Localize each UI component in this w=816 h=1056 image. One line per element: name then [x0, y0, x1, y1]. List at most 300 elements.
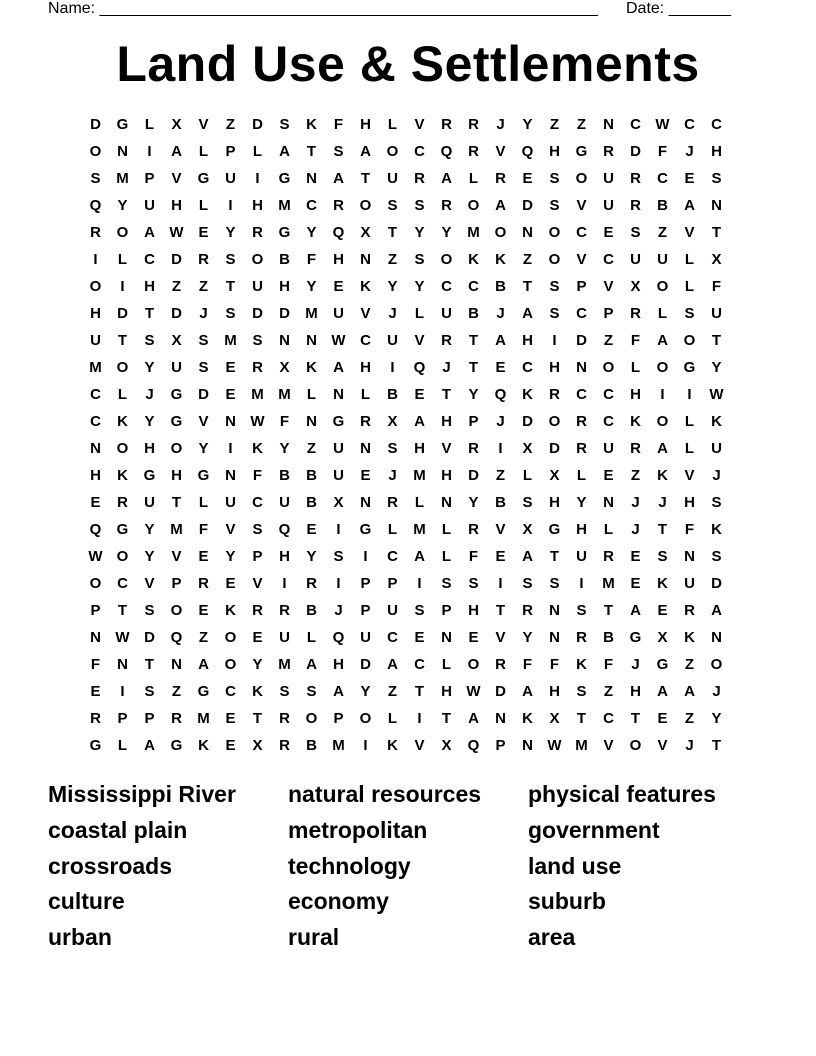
grid-letter: Z — [522, 251, 533, 268]
grid-letter: U — [90, 332, 101, 349]
grid-letter: K — [495, 251, 506, 268]
grid-letter: L — [684, 278, 695, 295]
grid-letter: Z — [387, 683, 398, 700]
grid-letter: V — [360, 305, 371, 322]
grid-letter: I — [390, 359, 395, 376]
grid-letter: P — [441, 602, 452, 619]
grid-letter: L — [441, 521, 452, 538]
grid-letter: E — [225, 386, 236, 403]
grid-letter: B — [306, 602, 317, 619]
grid-letter: C — [711, 116, 722, 133]
grid-letter: G — [197, 170, 210, 187]
grid-letter: H — [279, 548, 290, 565]
grid-letter: U — [387, 332, 398, 349]
grid-letter: Y — [711, 359, 722, 376]
grid-letter: V — [576, 197, 587, 214]
grid-letter: S — [333, 143, 344, 160]
grid-letter: N — [306, 170, 317, 187]
grid-letter: I — [363, 737, 368, 754]
grid-letter: H — [90, 467, 101, 484]
grid-letter: L — [441, 656, 452, 673]
grid-letter: J — [442, 359, 451, 376]
grid-letter: V — [225, 521, 236, 538]
grid-letter: Z — [657, 224, 668, 241]
grid-letter: R — [387, 494, 398, 511]
grid-letter: S — [684, 305, 695, 322]
grid-letter: R — [441, 116, 452, 133]
grid-letter: R — [441, 197, 452, 214]
grid-letter: A — [144, 737, 155, 754]
grid-letter: O — [224, 629, 237, 646]
grid-letter: N — [603, 116, 614, 133]
word-bank-item: metropolitan — [288, 816, 428, 843]
grid-letter: M — [413, 521, 426, 538]
grid-letter: U — [279, 629, 290, 646]
grid-letter: Y — [144, 413, 155, 430]
grid-letter: F — [198, 521, 209, 538]
grid-letter: F — [90, 656, 101, 673]
grid-letter: K — [522, 710, 533, 727]
grid-letter: T — [630, 710, 641, 727]
grid-letter: E — [198, 224, 209, 241]
grid-letter: O — [494, 224, 507, 241]
grid-letter: E — [198, 548, 209, 565]
grid-letter: E — [522, 170, 533, 187]
grid-letter: S — [414, 197, 425, 214]
letter-grid — [82, 111, 730, 759]
grid-letter: H — [144, 440, 155, 457]
grid-letter: A — [684, 683, 695, 700]
grid-letter: P — [252, 548, 263, 565]
grid-letter: W — [88, 548, 103, 565]
grid-letter: P — [144, 170, 155, 187]
grid-letter: S — [144, 602, 155, 619]
grid-letter: U — [711, 305, 722, 322]
grid-letter: N — [495, 710, 506, 727]
grid-letter: G — [116, 521, 129, 538]
grid-letter: G — [197, 467, 210, 484]
grid-letter: G — [143, 467, 156, 484]
grid-letter: M — [89, 359, 102, 376]
grid-letter: Q — [332, 629, 345, 646]
grid-letter: S — [549, 278, 560, 295]
grid-letter: E — [225, 737, 236, 754]
grid-letter: O — [89, 575, 102, 592]
grid-letter: A — [522, 305, 533, 322]
grid-letter: I — [363, 548, 368, 565]
grid-letter: K — [225, 602, 236, 619]
grid-letter: E — [90, 494, 101, 511]
grid-letter: N — [306, 332, 317, 349]
grid-letter: R — [198, 251, 209, 268]
grid-letter: E — [657, 602, 668, 619]
grid-letter: K — [198, 737, 209, 754]
grid-letter: K — [252, 440, 263, 457]
grid-letter: M — [332, 737, 345, 754]
grid-letter: C — [603, 710, 614, 727]
grid-letter: E — [630, 575, 641, 592]
grid-letter: S — [576, 602, 587, 619]
grid-letter: T — [414, 683, 425, 700]
grid-letter: O — [359, 197, 372, 214]
grid-letter: A — [333, 170, 344, 187]
grid-letter: S — [225, 251, 236, 268]
grid-letter: H — [684, 494, 695, 511]
grid-letter: G — [548, 521, 561, 538]
grid-letter: Q — [332, 224, 345, 241]
grid-letter: O — [116, 548, 129, 565]
grid-letter: D — [171, 305, 182, 322]
grid-letter: F — [333, 116, 344, 133]
grid-letter: U — [225, 170, 236, 187]
grid-letter: X — [522, 521, 533, 538]
grid-letter: S — [198, 332, 209, 349]
grid-letter: O — [683, 332, 696, 349]
grid-letter: K — [387, 737, 398, 754]
grid-letter: L — [387, 116, 398, 133]
grid-letter: H — [90, 305, 101, 322]
grid-letter: Y — [522, 629, 533, 646]
grid-letter: B — [495, 278, 506, 295]
grid-letter: X — [657, 629, 668, 646]
grid-letter: Q — [413, 359, 426, 376]
grid-letter: H — [630, 386, 641, 403]
grid-letter: N — [333, 386, 344, 403]
grid-letter: Q — [170, 629, 183, 646]
grid-letter: N — [684, 548, 695, 565]
grid-letter: I — [336, 575, 341, 592]
grid-letter: J — [496, 116, 505, 133]
grid-letter: P — [90, 602, 101, 619]
grid-letter: R — [414, 170, 425, 187]
grid-letter: Y — [306, 278, 317, 295]
grid-letter: N — [441, 494, 452, 511]
grid-letter: L — [117, 737, 128, 754]
grid-letter: X — [333, 494, 344, 511]
grid-letter: C — [603, 413, 614, 430]
page-title: Land Use & Settlements — [116, 36, 700, 92]
grid-letter: C — [603, 251, 614, 268]
grid-letter: S — [711, 170, 722, 187]
grid-letter: R — [549, 386, 560, 403]
grid-letter: W — [655, 116, 670, 133]
grid-letter: O — [656, 359, 669, 376]
grid-letter: F — [252, 467, 263, 484]
grid-letter: A — [387, 656, 398, 673]
grid-letter: D — [495, 683, 506, 700]
grid-letter: S — [333, 548, 344, 565]
grid-letter: D — [549, 440, 560, 457]
grid-letter: O — [467, 656, 480, 673]
grid-letter: V — [603, 737, 614, 754]
grid-letter: E — [333, 278, 344, 295]
grid-letter: P — [333, 710, 344, 727]
grid-letter: O — [359, 710, 372, 727]
grid-letter: S — [198, 359, 209, 376]
grid-letter: N — [306, 413, 317, 430]
grid-letter: T — [657, 521, 668, 538]
grid-letter: W — [115, 629, 130, 646]
grid-letter: V — [684, 224, 695, 241]
grid-letter: Y — [441, 224, 452, 241]
grid-letter: R — [441, 332, 452, 349]
grid-letter: U — [333, 467, 344, 484]
grid-letter: R — [252, 359, 263, 376]
grid-letter: N — [117, 656, 128, 673]
grid-letter: C — [225, 683, 236, 700]
grid-letter: S — [279, 683, 290, 700]
grid-letter: N — [360, 251, 371, 268]
word-bank-item: coastal plain — [48, 816, 188, 843]
grid-letter: S — [225, 305, 236, 322]
word-bank-item: suburb — [528, 888, 606, 915]
grid-letter: R — [90, 710, 101, 727]
grid-letter: O — [116, 359, 129, 376]
grid-letter: K — [657, 467, 668, 484]
grid-letter: Y — [711, 710, 722, 727]
grid-letter: Y — [306, 224, 317, 241]
grid-letter: T — [711, 224, 722, 241]
grid-letter: A — [360, 143, 371, 160]
grid-letter: U — [657, 251, 668, 268]
grid-letter: Y — [468, 494, 479, 511]
grid-letter: E — [657, 710, 668, 727]
grid-letter: P — [603, 305, 614, 322]
grid-letter: M — [278, 386, 291, 403]
grid-letter: H — [522, 332, 533, 349]
grid-letter: V — [576, 251, 587, 268]
grid-letter: O — [170, 440, 183, 457]
grid-letter: J — [685, 143, 694, 160]
grid-letter: T — [306, 143, 317, 160]
grid-letter: T — [441, 386, 452, 403]
grid-letter: F — [306, 251, 317, 268]
grid-letter: L — [252, 143, 263, 160]
grid-letter: R — [306, 575, 317, 592]
grid-letter: I — [255, 170, 260, 187]
grid-letter: B — [306, 467, 317, 484]
grid-letter: O — [656, 278, 669, 295]
grid-letter: O — [467, 197, 480, 214]
grid-letter: H — [333, 656, 344, 673]
grid-letter: A — [522, 683, 533, 700]
grid-letter: D — [117, 305, 128, 322]
grid-letter: G — [683, 359, 696, 376]
grid-letter: Y — [414, 224, 425, 241]
grid-letter: L — [198, 143, 209, 160]
grid-letter: T — [603, 602, 614, 619]
word-bank-item: rural — [288, 924, 340, 951]
grid-letter: S — [549, 197, 560, 214]
grid-letter: A — [414, 413, 425, 430]
grid-letter: Q — [89, 197, 102, 214]
grid-letter: V — [252, 575, 263, 592]
grid-letter: Y — [225, 224, 236, 241]
grid-letter: C — [252, 494, 263, 511]
grid-letter: Y — [144, 359, 155, 376]
grid-letter: Y — [387, 278, 398, 295]
grid-letter: C — [306, 197, 317, 214]
grid-letter: P — [225, 143, 236, 160]
grid-letter: P — [468, 413, 479, 430]
grid-letter: E — [252, 629, 263, 646]
grid-letter: R — [171, 710, 182, 727]
grid-letter: B — [279, 467, 290, 484]
grid-letter: C — [90, 413, 101, 430]
grid-letter: A — [657, 440, 668, 457]
grid-letter: O — [440, 251, 453, 268]
grid-letter: U — [603, 440, 614, 457]
grid-letter: G — [575, 143, 588, 160]
grid-letter: Y — [306, 548, 317, 565]
grid-letter: Y — [522, 116, 533, 133]
grid-letter: O — [710, 656, 723, 673]
grid-letter: H — [360, 116, 371, 133]
grid-letter: T — [441, 710, 452, 727]
grid-letter: L — [441, 548, 452, 565]
grid-letter: M — [224, 332, 237, 349]
grid-letter: Q — [89, 521, 102, 538]
grid-letter: S — [549, 575, 560, 592]
grid-letter: E — [495, 359, 506, 376]
grid-letter: R — [468, 440, 479, 457]
grid-letter: F — [684, 521, 695, 538]
grid-letter: A — [684, 197, 695, 214]
grid-letter: F — [279, 413, 290, 430]
grid-letter: T — [360, 170, 371, 187]
grid-letter: V — [414, 116, 425, 133]
grid-letter: R — [360, 413, 371, 430]
grid-letter: M — [278, 656, 291, 673]
grid-letter: S — [711, 548, 722, 565]
grid-letter: D — [360, 656, 371, 673]
grid-letter: S — [468, 575, 479, 592]
grid-letter: T — [576, 710, 587, 727]
grid-letter: Y — [360, 683, 371, 700]
grid-letter: Q — [440, 143, 453, 160]
grid-letter: C — [144, 251, 155, 268]
grid-letter: I — [417, 575, 422, 592]
grid-letter: H — [414, 440, 425, 457]
grid-letter: L — [117, 386, 128, 403]
grid-letter: L — [387, 521, 398, 538]
grid-letter: A — [306, 656, 317, 673]
grid-letter: H — [333, 251, 344, 268]
grid-letter: J — [199, 305, 208, 322]
word-bank-item: technology — [288, 852, 411, 879]
grid-letter: N — [360, 440, 371, 457]
grid-letter: T — [495, 602, 506, 619]
grid-letter: C — [468, 278, 479, 295]
grid-letter: N — [171, 656, 182, 673]
grid-letter: D — [252, 305, 263, 322]
grid-letter: L — [144, 116, 155, 133]
grid-letter: T — [171, 494, 182, 511]
grid-letter: A — [711, 602, 722, 619]
grid-letter: A — [279, 143, 290, 160]
grid-letter: O — [224, 656, 237, 673]
word-bank-item: urban — [48, 924, 112, 951]
grid-letter: R — [117, 494, 128, 511]
grid-letter: H — [549, 359, 560, 376]
grid-letter: H — [171, 467, 182, 484]
grid-letter: L — [414, 305, 425, 322]
grid-letter: M — [575, 737, 588, 754]
grid-letter: D — [144, 629, 155, 646]
grid-letter: Z — [684, 656, 695, 673]
grid-letter: E — [630, 548, 641, 565]
grid-letter: S — [549, 170, 560, 187]
grid-letter: H — [171, 197, 182, 214]
grid-letter: U — [225, 494, 236, 511]
grid-letter: V — [414, 737, 425, 754]
grid-letter: G — [89, 737, 102, 754]
grid-letter: V — [684, 467, 695, 484]
grid-letter: S — [657, 548, 668, 565]
grid-letter: O — [548, 224, 561, 241]
grid-letter: D — [576, 332, 587, 349]
grid-letter: O — [251, 251, 264, 268]
grid-letter: W — [331, 332, 346, 349]
grid-letter: V — [198, 116, 209, 133]
grid-letter: T — [468, 359, 479, 376]
grid-letter: O — [548, 251, 561, 268]
grid-letter: A — [495, 197, 506, 214]
grid-letter: W — [466, 683, 481, 700]
grid-letter: V — [171, 548, 182, 565]
grid-letter: E — [360, 467, 371, 484]
grid-letter: V — [198, 413, 209, 430]
grid-letter: Y — [117, 197, 128, 214]
grid-letter: G — [656, 656, 669, 673]
grid-letter: R — [576, 440, 587, 457]
grid-letter: T — [225, 278, 236, 295]
word-bank-item: area — [528, 924, 576, 951]
grid-letter: Z — [171, 683, 182, 700]
grid-letter: S — [522, 494, 533, 511]
grid-letter: K — [522, 386, 533, 403]
grid-letter: C — [441, 278, 452, 295]
grid-letter: U — [441, 305, 452, 322]
date-field: Date: _______ — [626, 0, 731, 17]
grid-letter: F — [549, 656, 560, 673]
grid-letter: S — [387, 440, 398, 457]
grid-letter: N — [279, 332, 290, 349]
grid-letter: A — [657, 683, 668, 700]
grid-letter: I — [336, 521, 341, 538]
grid-letter: U — [576, 548, 587, 565]
grid-letter: S — [306, 683, 317, 700]
grid-letter: A — [171, 143, 182, 160]
grid-letter: K — [117, 467, 128, 484]
grid-letter: F — [603, 656, 614, 673]
grid-letter: V — [144, 575, 155, 592]
grid-letter: R — [576, 413, 587, 430]
grid-letter: R — [468, 143, 479, 160]
grid-letter: R — [90, 224, 101, 241]
grid-letter: X — [711, 251, 722, 268]
grid-letter: P — [360, 602, 371, 619]
grid-letter: I — [417, 710, 422, 727]
grid-letter: H — [252, 197, 263, 214]
grid-letter: R — [198, 575, 209, 592]
grid-letter: S — [252, 521, 263, 538]
grid-letter: Y — [144, 548, 155, 565]
grid-letter: H — [279, 278, 290, 295]
grid-letter: I — [498, 440, 503, 457]
grid-letter: V — [495, 629, 506, 646]
grid-letter: R — [333, 197, 344, 214]
